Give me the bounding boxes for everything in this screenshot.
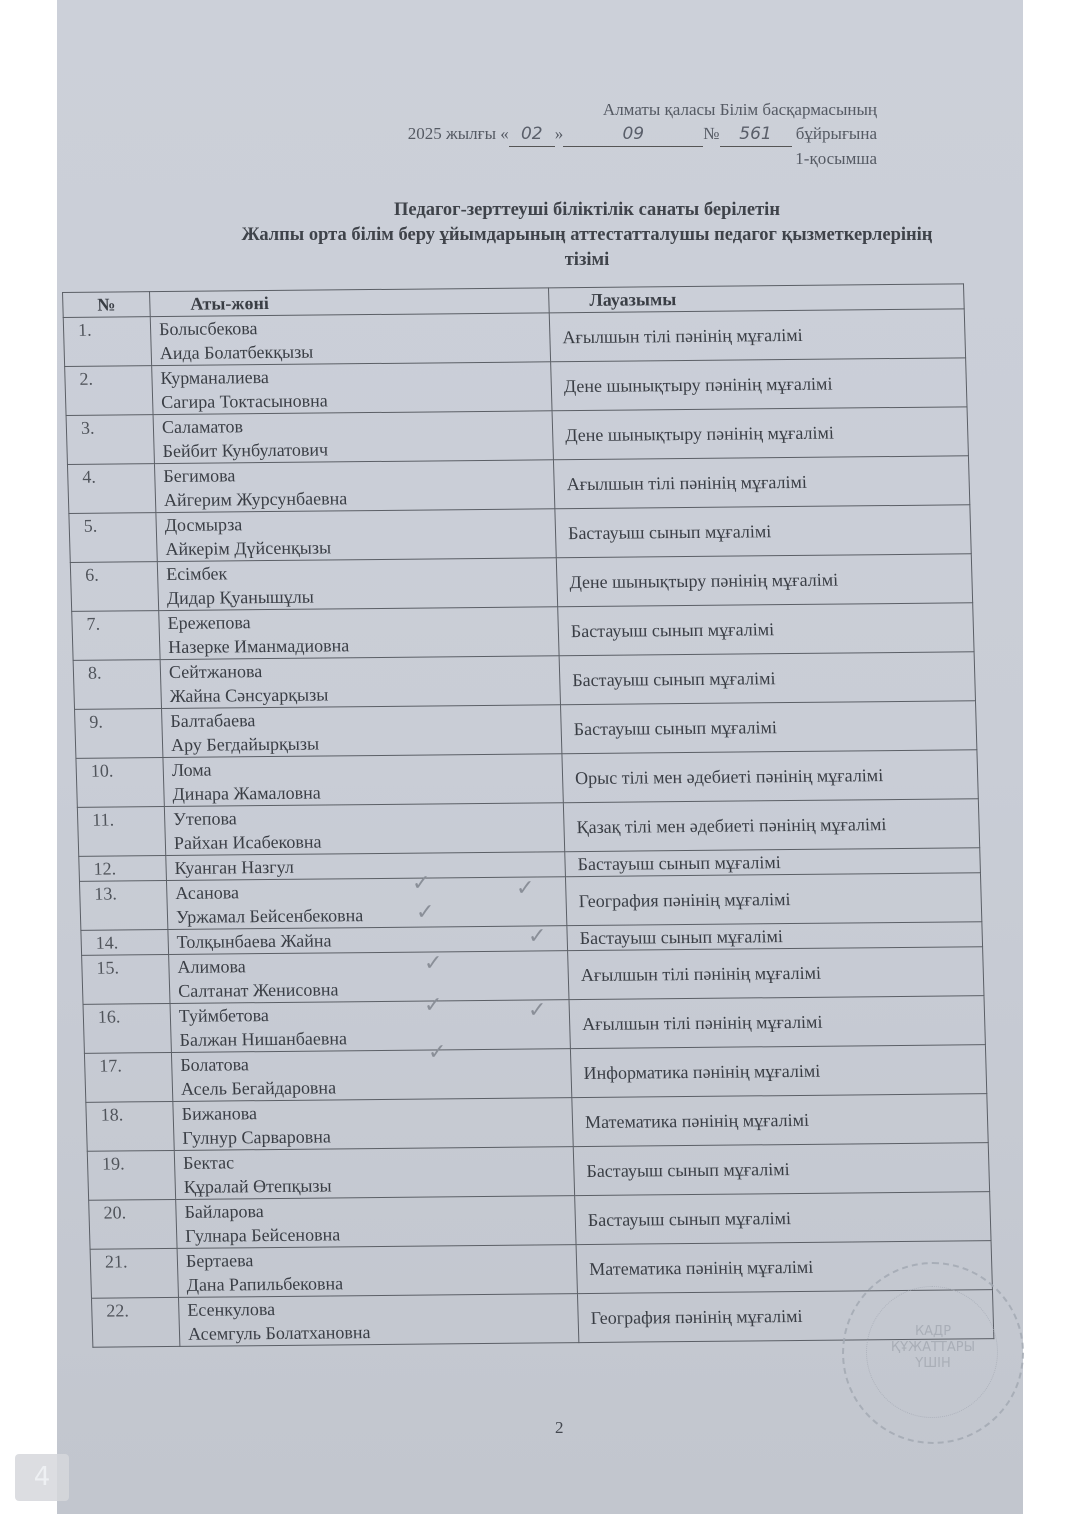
row-number: 19. bbox=[87, 1150, 175, 1200]
row-number: 20. bbox=[89, 1199, 177, 1249]
table-row bbox=[72, 603, 974, 661]
order-suffix: бұйрығына bbox=[795, 124, 877, 143]
row-position: Орыс тілі мен әдебиеті пәнінің мұғалімі bbox=[562, 750, 978, 803]
row-name bbox=[153, 411, 553, 464]
stamp-text-line-3: ҮШІН bbox=[915, 1356, 951, 1371]
row-name bbox=[157, 558, 557, 611]
table-row bbox=[63, 309, 965, 367]
row-number: 12. bbox=[79, 856, 167, 882]
surname: Ережепова bbox=[167, 612, 251, 633]
table-row bbox=[87, 1143, 989, 1201]
row-number: 10. bbox=[76, 758, 164, 808]
row-number: 4. bbox=[67, 464, 155, 514]
row-number: 8. bbox=[73, 660, 161, 710]
row-name bbox=[169, 951, 569, 1004]
appendix-label: 1-қосымша bbox=[795, 149, 877, 168]
row-number: 11. bbox=[77, 807, 165, 857]
surname: Куанган Назгул bbox=[174, 856, 295, 878]
stamp-text-line-2: ҚҰЖАТТАРЫ bbox=[890, 1340, 976, 1355]
row-name bbox=[154, 460, 554, 513]
row-position: Дене шынықтыру пәнінің мұғалімі bbox=[551, 358, 967, 411]
table-row bbox=[90, 1241, 992, 1299]
table-row bbox=[65, 358, 967, 416]
surname: Асанова bbox=[175, 882, 240, 903]
row-number: 5. bbox=[69, 513, 157, 563]
order-number: 561 bbox=[720, 122, 792, 147]
surname: Бегимова bbox=[163, 465, 236, 487]
row-number: 3. bbox=[66, 415, 154, 465]
row-number: 1. bbox=[63, 317, 151, 367]
row-name bbox=[150, 313, 550, 366]
row-position: Бастауыш сынып мұғалімі bbox=[558, 603, 974, 656]
row-name bbox=[174, 1147, 574, 1200]
check-mark-icon: ✓ bbox=[528, 998, 547, 1023]
row-number: 21. bbox=[90, 1248, 178, 1298]
row-name bbox=[156, 509, 556, 562]
table-row bbox=[86, 1094, 988, 1152]
row-name bbox=[162, 705, 562, 758]
check-mark-icon: ✓ bbox=[412, 871, 431, 896]
given-name: Айкерім Дүйсенқызы bbox=[165, 537, 332, 560]
surname: Байларова bbox=[184, 1201, 264, 1222]
table-row bbox=[75, 701, 977, 759]
row-name bbox=[171, 1049, 571, 1102]
given-name: Айгерим Журсунбаевна bbox=[163, 488, 348, 511]
surname: Туймбетова bbox=[178, 1005, 270, 1026]
row-position: Ағылшын тілі пәнінің мұғалімі bbox=[568, 947, 984, 1000]
row-name bbox=[159, 607, 559, 660]
table-body bbox=[63, 309, 994, 1347]
given-name: Асемгуль Болатхановна bbox=[187, 1322, 371, 1344]
row-name bbox=[164, 803, 564, 856]
surname: Досмырза bbox=[164, 514, 243, 536]
row-name bbox=[163, 754, 563, 807]
row-position: Бастауыш сынып мұғалімі bbox=[561, 701, 977, 754]
table-row bbox=[73, 652, 975, 710]
row-position: Қазақ тілі мен әдебиеті пәнінің мұғалімі bbox=[563, 799, 979, 852]
given-name: Балжан Нишанбаевна bbox=[179, 1028, 348, 1050]
order-day: 02 bbox=[509, 122, 555, 147]
check-mark-icon: ✓ bbox=[516, 876, 535, 901]
given-name: Гулнур Сарваровна bbox=[182, 1126, 332, 1148]
order-month: 09 bbox=[563, 122, 703, 147]
row-position: Ағылшын тілі пәнінің мұғалімі bbox=[553, 456, 969, 509]
row-name bbox=[178, 1294, 578, 1347]
row-position: Бастауыш сынып мұғалімі bbox=[575, 1192, 991, 1245]
surname: Утепова bbox=[172, 808, 237, 829]
row-number: 9. bbox=[75, 709, 163, 759]
row-number: 14. bbox=[81, 930, 169, 956]
given-name: Бейбит Кунбулатович bbox=[162, 439, 329, 462]
given-name: Аида Болатбекқызы bbox=[159, 341, 314, 364]
row-name bbox=[177, 1245, 577, 1298]
page-index-badge[interactable]: 4 bbox=[15, 1454, 69, 1501]
order-line bbox=[408, 122, 877, 147]
column-header-number: № bbox=[63, 292, 151, 318]
surname: Лома bbox=[171, 759, 212, 780]
official-stamp bbox=[842, 1262, 1024, 1444]
column-header-position: Лауазымы bbox=[548, 284, 964, 313]
surname: Бектас bbox=[182, 1152, 235, 1173]
surname: Курманалиева bbox=[160, 367, 270, 389]
column-header-name: Аты-жөні bbox=[150, 288, 550, 317]
row-number: 16. bbox=[83, 1003, 171, 1053]
organization-line: Алматы қаласы Білім басқармасының bbox=[602, 100, 877, 119]
order-reference bbox=[408, 98, 877, 171]
row-name bbox=[160, 656, 560, 709]
check-mark-icon: ✓ bbox=[528, 924, 547, 949]
table-row bbox=[69, 505, 971, 563]
row-number: 6. bbox=[70, 562, 158, 612]
table-row bbox=[77, 799, 979, 857]
given-name: Сагира Токтасыновна bbox=[160, 390, 329, 413]
given-name: Дидар Қуанышұлы bbox=[166, 586, 315, 609]
check-mark-icon: ✓ bbox=[428, 1040, 447, 1065]
stamp-text-line-1: КАДР bbox=[914, 1324, 952, 1339]
order-mid: » bbox=[554, 124, 564, 143]
row-number: 17. bbox=[84, 1052, 172, 1102]
teachers-table bbox=[62, 283, 994, 1347]
order-no-label: № bbox=[703, 124, 720, 143]
table-row bbox=[82, 947, 984, 1005]
table-row bbox=[89, 1192, 991, 1250]
check-mark-icon: ✓ bbox=[424, 951, 443, 976]
table-row bbox=[76, 750, 978, 808]
surname: Бижанова bbox=[181, 1103, 258, 1124]
row-number: 2. bbox=[65, 366, 153, 416]
row-position: Ағылшын тілі пәнінің мұғалімі bbox=[549, 309, 965, 362]
row-name bbox=[168, 926, 568, 955]
row-name bbox=[166, 852, 566, 881]
given-name: Уржамал Бейсенбековна bbox=[175, 905, 364, 927]
row-number: 7. bbox=[72, 611, 160, 661]
row-position: Бастауыш сынып мұғалімі bbox=[565, 848, 981, 877]
row-name bbox=[170, 1000, 570, 1053]
given-name: Райхан Исабековна bbox=[173, 831, 322, 853]
given-name: Салтанат Женисовна bbox=[177, 979, 339, 1001]
row-number: 13. bbox=[79, 881, 167, 931]
row-position: География пәнінің мұғалімі bbox=[577, 1290, 993, 1343]
row-number: 18. bbox=[86, 1101, 174, 1151]
stamp-text bbox=[844, 1324, 1022, 1372]
row-position: Бастауыш сынып мұғалімі bbox=[555, 505, 971, 558]
surname: Бертаева bbox=[185, 1250, 254, 1271]
given-name: Ару Бегдайырқызы bbox=[170, 733, 320, 755]
surname: Сейтжанова bbox=[168, 661, 263, 682]
table-row bbox=[66, 407, 968, 465]
surname: Болысбекова bbox=[158, 318, 258, 340]
table-row bbox=[67, 456, 969, 514]
given-name: Жайна Сәнсуарқызы bbox=[169, 684, 329, 706]
row-position: География пәнінің мұғалімі bbox=[565, 873, 981, 926]
check-mark-icon: ✓ bbox=[416, 900, 435, 925]
row-position: Математика пәнінің мұғалімі bbox=[576, 1241, 992, 1294]
given-name: Гулнара Бейсеновна bbox=[184, 1224, 341, 1246]
given-name: Құралай Өтепқызы bbox=[183, 1175, 332, 1197]
check-mark-icon: ✓ bbox=[424, 993, 443, 1018]
row-position: Математика пәнінің мұғалімі bbox=[572, 1094, 988, 1147]
surname: Саламатов bbox=[161, 416, 244, 438]
given-name: Дана Рапильбековна bbox=[186, 1273, 344, 1295]
given-name: Асель Бегайдаровна bbox=[180, 1077, 337, 1099]
row-position: Ағылшын тілі пәнінің мұғалімі bbox=[569, 996, 985, 1049]
order-year-prefix: 2025 жылғы « bbox=[407, 124, 509, 143]
surname: Есімбек bbox=[165, 563, 228, 585]
row-name bbox=[176, 1196, 576, 1249]
surname: Толқынбаева Жайна bbox=[176, 930, 332, 952]
surname: Есенкулова bbox=[187, 1299, 276, 1320]
page-number: 2 bbox=[555, 1418, 564, 1437]
row-position: Бастауыш сынып мұғалімі bbox=[559, 652, 975, 705]
title-line-3: тізімі bbox=[564, 250, 610, 270]
row-number: 15. bbox=[82, 955, 170, 1005]
row-position: Информатика пәнінің мұғалімі bbox=[570, 1045, 986, 1098]
row-name bbox=[152, 362, 552, 415]
row-position: Бастауыш сынып мұғалімі bbox=[573, 1143, 989, 1196]
given-name: Динара Жамаловна bbox=[172, 782, 321, 804]
row-position: Бастауыш сынып мұғалімі bbox=[567, 922, 983, 951]
surname: Алимова bbox=[177, 956, 247, 977]
surname: Балтабаева bbox=[170, 710, 256, 731]
table-row bbox=[70, 554, 972, 612]
title-line-2: Жалпы орта білім беру ұйымдарының аттестатталушы педагог қызметкерлерінің bbox=[241, 225, 933, 245]
given-name: Назерке Иманмадиовна bbox=[167, 635, 350, 657]
title-line-1: Педагог-зерттеуші біліктілік санаты берілетін bbox=[394, 200, 780, 220]
row-name bbox=[173, 1098, 573, 1151]
surname: Болатова bbox=[179, 1054, 250, 1075]
document-title bbox=[167, 198, 1007, 273]
row-number: 22. bbox=[91, 1297, 179, 1347]
row-name bbox=[166, 877, 566, 930]
table-row bbox=[84, 1045, 986, 1103]
row-position: Дене шынықтыру пәнінің мұғалімі bbox=[556, 554, 972, 607]
row-position: Дене шынықтыру пәнінің мұғалімі bbox=[552, 407, 968, 460]
